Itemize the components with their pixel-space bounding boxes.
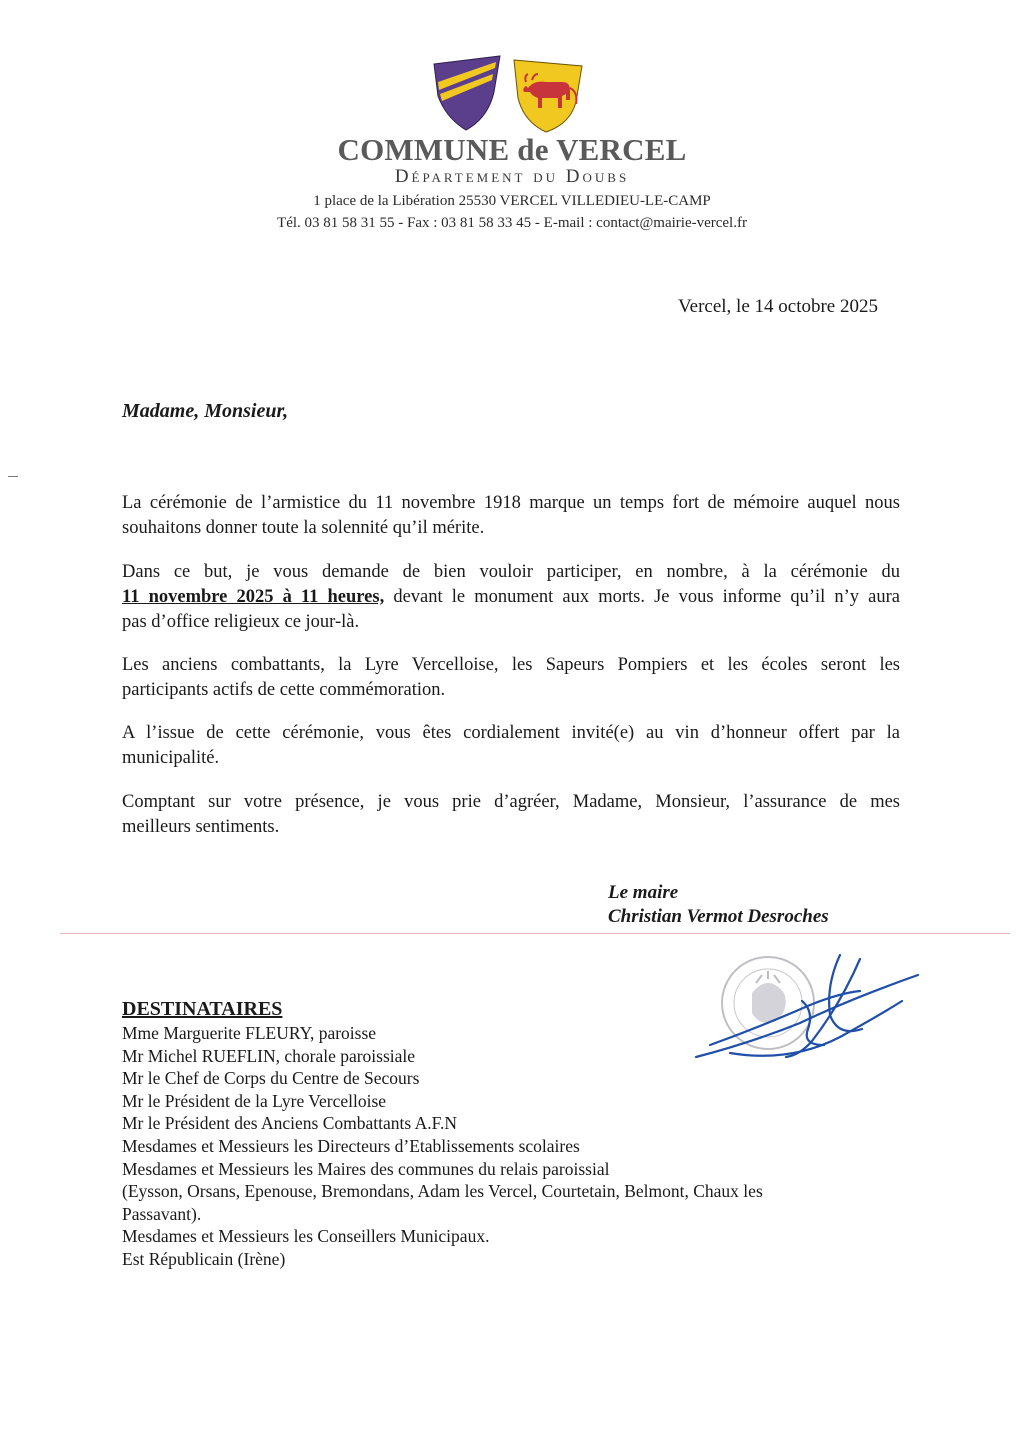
ceremony-date-emphasis: 11 novembre 2025 à 11 heures,	[122, 587, 385, 607]
paragraph-line	[122, 585, 900, 610]
paragraph-line: participants actifs de cette commémoration.	[122, 680, 446, 700]
commune-title: COMMUNE de VERCEL	[337, 132, 687, 167]
paragraph-text: devant le monument aux morts. Je vous informe qu’il n’y aura	[384, 587, 900, 607]
paragraph-reception	[122, 721, 900, 771]
recipient-item: (Eysson, Orsans, Epenouse, Bremondans, Adam les Vercel, Courtetain, Belmont, Chaux les	[122, 1181, 763, 1202]
paragraph-invitation	[122, 560, 900, 635]
paragraph-line: Les anciens combattants, la Lyre Vercelloise, les Sapeurs Pompiers et les écoles seront les	[122, 655, 900, 675]
margin-mark	[8, 476, 18, 477]
recipients-list	[122, 1022, 922, 1271]
recipients-heading: DESTINATAIRES	[122, 998, 283, 1020]
recipient-item: Mr le Chef de Corps du Centre de Secours	[122, 1068, 420, 1089]
recipient-item: Est Républicain (Irène)	[122, 1248, 286, 1269]
gold-shield-bull-icon	[514, 60, 582, 132]
paragraph-line: A l’issue de cette cérémonie, vous êtes cordialement invité(e) au vin d’honneur offert par la	[122, 723, 900, 743]
letter-date: Vercel, le 14 octobre 2025	[678, 296, 878, 317]
recipient-item: Mesdames et Messieurs les Directeurs d’Etablissements scolaires	[122, 1135, 580, 1156]
divider	[60, 933, 1010, 934]
address-line: 1 place de la Libération 25530 VERCEL VILLEDIEU-LE-CAMP	[313, 193, 711, 209]
recipient-item: Mme Marguerite FLEURY, paroisse	[122, 1023, 377, 1043]
signatory-role: Le maire	[608, 882, 679, 903]
recipient-item: Mr le Président des Anciens Combattants A.F.N	[122, 1113, 457, 1134]
recipient-item: Mesdames et Messieurs les Maires des communes du relais paroissial	[122, 1158, 610, 1179]
paragraph-participants	[122, 653, 900, 703]
contact-line: Tél. 03 81 58 31 55 - Fax : 03 81 58 33 45 - E-mail : contact@mairie-vercel.fr	[277, 215, 747, 231]
salutation: Madame, Monsieur,	[122, 400, 289, 422]
paragraph-line: municipalité.	[122, 748, 220, 768]
recipient-item: Mr le Président de la Lyre Vercelloise	[122, 1090, 387, 1111]
paragraph-line: Comptant sur votre présence, je vous prie d’agréer, Madame, Monsieur, l’assurance de mes	[122, 792, 900, 812]
paragraph-line: meilleurs sentiments.	[122, 817, 280, 837]
paragraph-line: souhaitons donner toute la solennité qu’il mérite.	[122, 518, 485, 538]
paragraph-line: Dans ce but, je vous demande de bien vouloir participer, en nombre, à la cérémonie du	[122, 562, 900, 582]
purple-shield-icon	[434, 56, 500, 130]
paragraph-line: La cérémonie de l’armistice du 11 novembre 1918 marque un temps fort de mémoire auquel nous	[122, 493, 900, 513]
paragraph-armistice	[122, 491, 900, 541]
signatory-name: Christian Vermot Desroches	[608, 906, 829, 927]
department-subtitle: Département du Doubs	[394, 166, 630, 187]
recipient-item: Mesdames et Messieurs les Conseillers Municipaux.	[122, 1226, 490, 1247]
recipient-item: Passavant).	[122, 1203, 202, 1224]
commune-coats-of-arms	[430, 52, 590, 134]
recipient-item: Mr Michel RUEFLIN, chorale paroissiale	[122, 1045, 416, 1066]
paragraph-closing	[122, 790, 900, 840]
paragraph-line: pas d’office religieux ce jour-là.	[122, 612, 360, 632]
